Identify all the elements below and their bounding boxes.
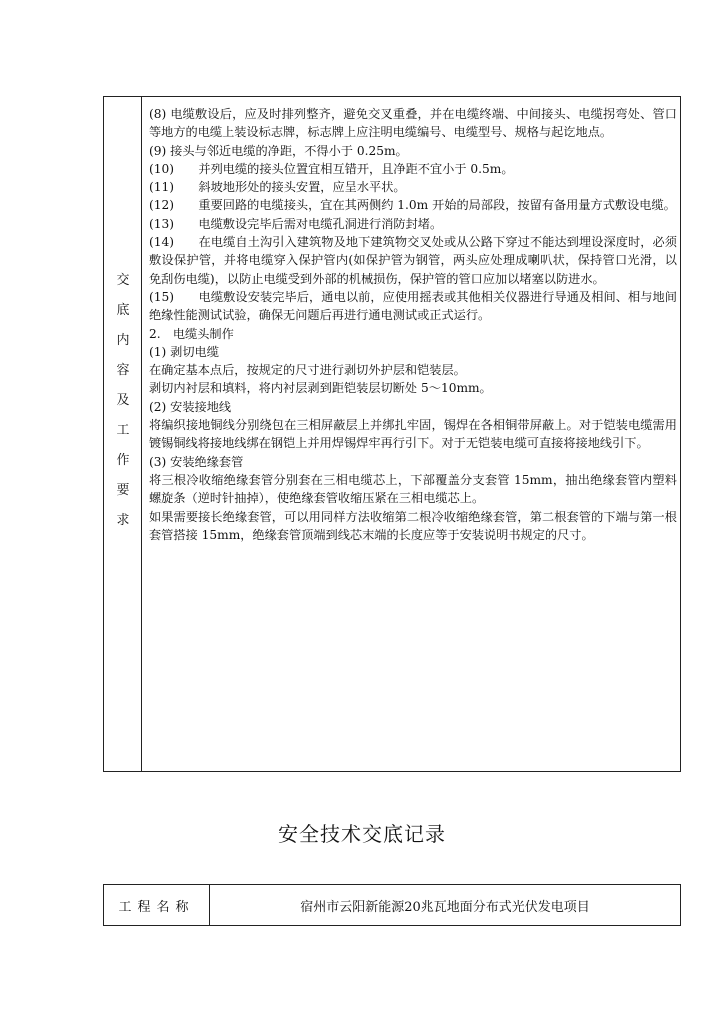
paragraph: 在确定基本点后，按规定的尺寸进行剥切外护层和铠装层。 xyxy=(149,363,466,378)
record-title: 安全技术交底记录 xyxy=(278,822,446,846)
subheading: (1) 剥切电缆 xyxy=(149,344,219,359)
paragraph: 将三根冷收缩绝缘套管分别套在三相电缆芯上，下部覆盖分支套管 15mm，抽出绝缘套管内塑料螺旋条（逆时针抽掉），使绝缘套管收缩压紧在三相电缆芯上。 xyxy=(149,472,677,506)
section-label-char: 作 xyxy=(116,453,130,468)
subheading: (2) 安装接地线 xyxy=(149,399,232,414)
project-table xyxy=(103,884,681,926)
section-label-char: 容 xyxy=(116,363,130,378)
section-label-char: 底 xyxy=(116,303,130,318)
paragraph: (15) 电缆敷设安装完毕后，通电以前，应使用摇表或其他相关仪器进行导通及相间、相与地间绝缘性能测试试验，确保无问题后再进行通电测试或正式运行。 xyxy=(149,289,677,323)
section-label-char: 及 xyxy=(116,393,130,408)
paragraph: 将编织接地铜线分别绕包在三相屏蔽层上并绑扎牢固，锡焊在各相铜带屏蔽上。对于铠装电缆需用镀锡铜线将接地线绑在钢铠上并用焊锡焊牢再行引下。对于无铠装电缆可直接将接地线引下。 xyxy=(149,418,677,451)
section-label-char: 交 xyxy=(116,273,130,288)
paragraph: 如果需要接长绝缘套管，可以用同样方法收缩第二根冷收缩绝缘套管，第二根套管的下端与第一根套管搭接 15mm，绝缘套管顶端到线芯末端的长度应等于安装说明书规定的尺寸。 xyxy=(149,509,677,542)
section-label xyxy=(104,272,142,542)
section-label-cell xyxy=(104,97,142,771)
disclosure-table xyxy=(103,96,681,772)
section-label-char: 求 xyxy=(116,513,130,528)
section-label-char: 要 xyxy=(116,483,130,498)
paragraph: (11) 斜坡地形处的接头安置，应呈水平状。 xyxy=(149,180,406,195)
paragraph: (13) 电缆敷设完毕后需对电缆孔洞进行消防封堵。 xyxy=(149,216,443,231)
section-heading: 2. 电缆头制作 xyxy=(149,326,234,341)
paragraph: (14) 在电缆自土沟引入建筑物及地下建筑物交叉处或从公路下穿过不能达到埋设深度时，必须敷设保护管，并将电缆穿入保护管内(如保护管为钢管，两头应处理成喇叭状，保持管口光滑，以免刮伤电缆)，以防止电缆受到外部的机械损伤，保护管的管口应加以堵塞以防进水。 xyxy=(149,235,677,286)
project-name-label: 工程名称 xyxy=(104,885,210,925)
paragraph: 剥切内衬层和填料，将内衬层剥到距铠装层切断处 5～10mm。 xyxy=(149,381,492,396)
subheading: (3) 安装绝缘套管 xyxy=(149,454,244,469)
paragraph: (8) 电缆敷设后，应及时排列整齐，避免交叉重叠，并在电缆终端、中间接头、电缆拐弯处、管口等地方的电缆上装设标志牌，标志牌上应注明电缆编号、电缆型号、规格与起讫地点。 xyxy=(149,107,677,140)
paragraph: (12) 重要回路的电缆接头，宜在其两侧约 1.0m 开始的局部段，按留有备用量方式敷设电缆。 xyxy=(149,198,676,213)
project-name-value: 宿州市云阳新能源20兆瓦地面分布式光伏发电项目 xyxy=(300,899,590,915)
section-label-char: 内 xyxy=(116,333,130,348)
paragraph: (9) 接头与邻近电缆的净距，不得小于 0.25m。 xyxy=(149,143,408,158)
section-label-char: 工 xyxy=(116,423,130,438)
disclosure-content xyxy=(149,105,677,544)
paragraph: (10) 并列电缆的接头位置宜相互错开，且净距不宜小于 0.5m。 xyxy=(149,161,514,176)
